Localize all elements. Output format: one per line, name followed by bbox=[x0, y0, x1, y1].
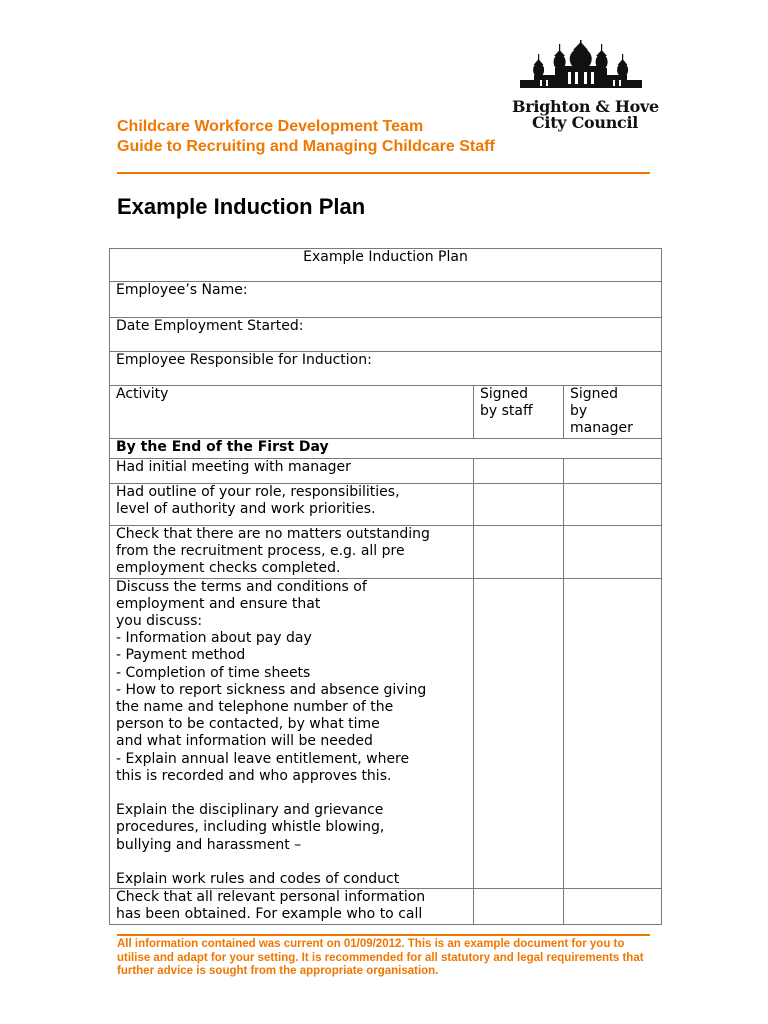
footer-divider bbox=[117, 934, 650, 936]
date-started-row bbox=[110, 318, 662, 352]
activity-cell: Check that there are no matters outstanding from the recruitment process, e.g. all pre employment checks completed. bbox=[110, 526, 474, 579]
column-header-activity: Activity bbox=[110, 386, 474, 439]
responsible-row bbox=[110, 352, 662, 386]
signed-staff-cell bbox=[474, 484, 564, 526]
activity-cell: Check that all relevant personal information has been obtained. For example who to call bbox=[110, 889, 474, 924]
table-row bbox=[110, 526, 662, 579]
organisation-name: Childcare Workforce Development Team bbox=[117, 118, 424, 135]
logo-text-line1: Brighton & Hove bbox=[512, 97, 659, 116]
employee-name-label: Employee’s Name: bbox=[110, 282, 662, 318]
pavilion-domes-icon bbox=[510, 40, 650, 96]
table-row bbox=[110, 459, 662, 484]
activity-cell: Had initial meeting with manager bbox=[110, 459, 474, 484]
signed-staff-cell bbox=[474, 578, 564, 889]
employee-name-row bbox=[110, 282, 662, 318]
page-title: Example Induction Plan bbox=[117, 194, 366, 219]
table-row bbox=[110, 889, 662, 924]
section-first-day: By the End of the First Day bbox=[110, 439, 662, 459]
activity-cell: Discuss the terms and conditions of employment and ensure that you discuss: - Information about pay day - Payment method - Completion of time sheets - How to report sickness and absence giving the name and telephone number of the person to be contacted, by what time and what information will be needed - Explain annual leave entitlement, where this is recorded and who approves this. Explain the disciplinary and grievance procedures, including whistle blowing, bullying and harassment – Explain work rules and codes of conduct bbox=[110, 578, 474, 889]
signed-manager-cell bbox=[564, 459, 662, 484]
table-caption: Example Induction Plan bbox=[110, 249, 662, 282]
logo-text-line2: City Council bbox=[532, 113, 639, 132]
signed-manager-cell bbox=[564, 889, 662, 924]
column-header-row bbox=[110, 386, 662, 439]
council-logo bbox=[500, 40, 660, 135]
signed-manager-cell bbox=[564, 484, 662, 526]
activity-cell: Had outline of your role, responsibilities, level of authority and work priorities. bbox=[110, 484, 474, 526]
signed-manager-cell bbox=[564, 526, 662, 579]
table-caption-row bbox=[110, 249, 662, 282]
column-header-signed-manager: Signed by manager bbox=[564, 386, 662, 439]
section-row bbox=[110, 439, 662, 459]
signed-staff-cell bbox=[474, 459, 564, 484]
guide-title: Guide to Recruiting and Managing Childcare Staff bbox=[117, 138, 495, 155]
signed-staff-cell bbox=[474, 526, 564, 579]
responsible-label: Employee Responsible for Induction: bbox=[110, 352, 662, 386]
header-divider bbox=[117, 172, 650, 174]
column-header-signed-staff: Signed by staff bbox=[474, 386, 564, 439]
signed-staff-cell bbox=[474, 889, 564, 924]
signed-manager-cell bbox=[564, 578, 662, 889]
footer-disclaimer: All information contained was current on 01/09/2012. This is an example document for you to utilise and adapt for your setting. It is recommended for all statutory and legal requirements that further advice is sought from the appropriate organisation. bbox=[117, 938, 644, 977]
table-row bbox=[110, 484, 662, 526]
table-row bbox=[110, 578, 662, 889]
induction-plan-table bbox=[109, 248, 662, 925]
date-started-label: Date Employment Started: bbox=[110, 318, 662, 352]
